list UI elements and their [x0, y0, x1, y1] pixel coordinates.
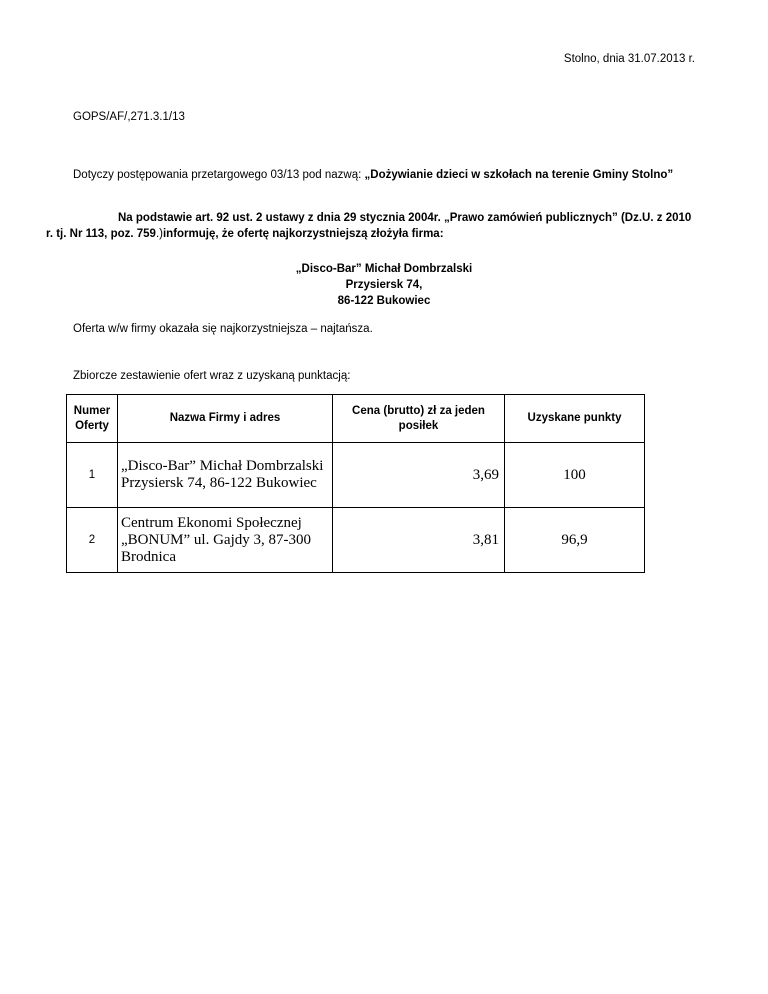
- header-price: Cena (brutto) zł za jeden posiłek: [333, 395, 505, 443]
- table-row: [67, 508, 645, 573]
- subject-prefix: Dotyczy postępowania przetargowego 03/13 pod nazwą:: [73, 169, 365, 181]
- subject-line: [73, 168, 713, 183]
- winner-street: Przysiersk 74,: [345, 279, 423, 291]
- document-date: Stolno, dnia 31.07.2013 r.: [563, 53, 695, 65]
- offer-firm: „Disco-Bar” Michał Dombrzalski Przysiersk 74, 86-122 Bukowiec: [118, 443, 333, 508]
- offer-price: 3,81: [333, 508, 505, 573]
- table-row: [67, 443, 645, 508]
- header-number-line1: Numer: [73, 404, 111, 417]
- winner-name: „Disco-Bar” Michał Dombrzalski: [295, 263, 473, 275]
- offer-number: 1: [67, 443, 118, 508]
- winner-city: 86-122 Bukowiec: [337, 295, 431, 307]
- offer-firm: Centrum Ekonomi Społecznej „BONUM” ul. Gajdy 3, 87-300 Brodnica: [118, 508, 333, 573]
- legal-basis-end: informuję, że ofertę najkorzystniejszą złożyła firma:: [162, 228, 444, 240]
- header-firm: Nazwa Firmy i adres: [118, 395, 333, 443]
- offer-points: 96,9: [505, 508, 645, 573]
- table-header-row: [67, 395, 645, 443]
- legal-basis-text: Na podstawie art. 92 ust. 2 ustawy z dnia 29 stycznia 2004r. „Prawo zamówień publicznych” (Dz.U. z 2010 r. tj. Nr 113, poz. 759: [46, 212, 692, 240]
- summary-intro: Zbiorcze zestawienie ofert wraz z uzyskaną punktacją:: [73, 370, 351, 382]
- winner-block: [0, 261, 768, 309]
- header-number-line2: Oferty: [75, 419, 109, 432]
- offer-price: 3,69: [333, 443, 505, 508]
- offers-table: [66, 394, 645, 573]
- offer-number: 2: [67, 508, 118, 573]
- header-points: Uzyskane punkty: [505, 395, 645, 443]
- legal-basis: [46, 210, 698, 242]
- conclusion-text: Oferta w/w firmy okazała się najkorzystniejsza – najtańsza.: [73, 323, 373, 335]
- reference-number: GOPS/AF/,271.3.1/13: [73, 111, 185, 123]
- header-number: [67, 395, 118, 443]
- legal-basis-mid: .): [155, 228, 163, 240]
- offer-points: 100: [505, 443, 645, 508]
- subject-title: „Dożywianie dzieci w szkołach na terenie Gminy Stolno”: [364, 169, 674, 181]
